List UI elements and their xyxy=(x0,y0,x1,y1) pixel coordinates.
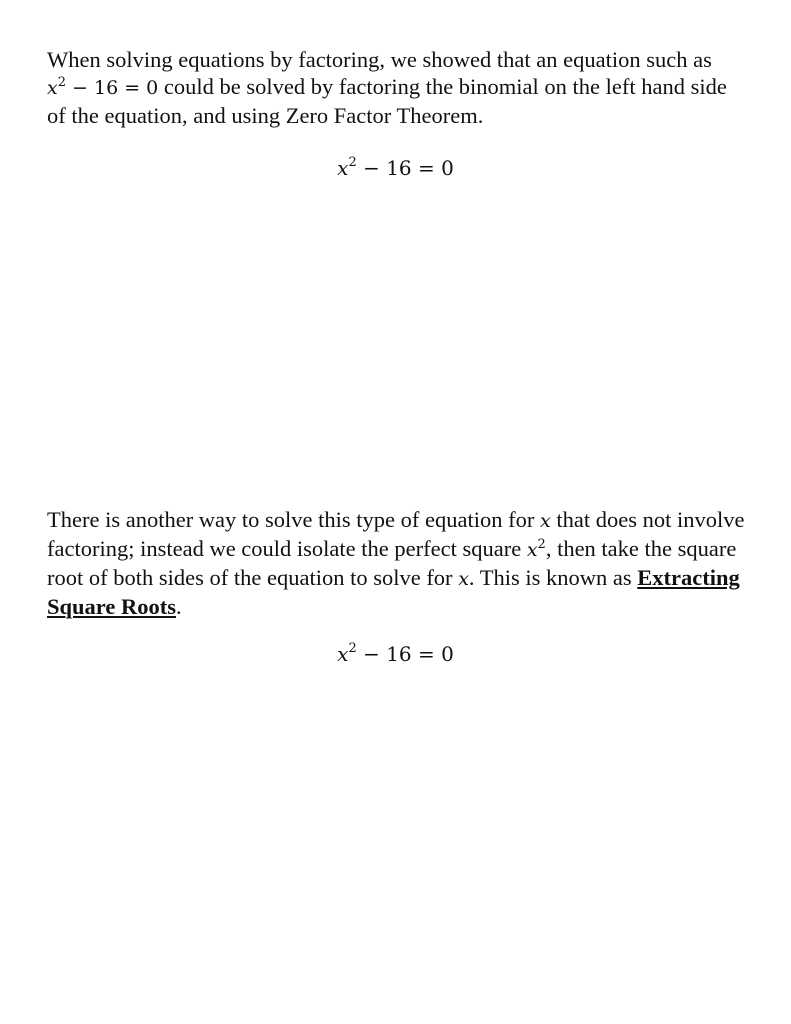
intro-paragraph xyxy=(47,46,747,129)
inline-square xyxy=(527,539,546,561)
inline-variable-c xyxy=(458,568,469,590)
key-term: Extracting Square Roots xyxy=(47,565,740,619)
math-variable: x xyxy=(526,539,538,561)
text-segment-b: that does not involve factoring; instead we could isolate the perfect square xyxy=(47,507,745,561)
display-equation-1 xyxy=(0,156,791,180)
display-equation-2 xyxy=(0,642,791,666)
intro-text-line1: When solving equations by factoring, we showed that an equation such as xyxy=(47,47,712,72)
equation-rest: − 16 = 0 xyxy=(356,156,454,180)
text-segment-a: There is another way to solve this type of equation for xyxy=(47,507,540,532)
math-variable: x xyxy=(458,568,469,590)
equation-variable: x xyxy=(337,642,349,666)
equation-variable: x xyxy=(337,156,349,180)
equation-exponent: 2 xyxy=(348,641,357,656)
extracting-roots-paragraph xyxy=(47,506,747,620)
math-variable: x xyxy=(47,77,58,99)
text-segment-c: , then take the square root of both sides of the equation to solve for xyxy=(47,536,737,590)
text-segment-d: . This is known as xyxy=(468,565,638,590)
equation-rest: − 16 = 0 xyxy=(356,642,454,666)
math-variable: x xyxy=(540,510,551,532)
inline-variable-a xyxy=(540,510,551,532)
math-exponent: 2 xyxy=(57,75,66,90)
text-segment-e: . xyxy=(175,594,182,619)
math-rest: − 16 = 0 xyxy=(66,77,159,99)
equation-exponent: 2 xyxy=(348,155,357,170)
inline-equation xyxy=(47,77,158,99)
intro-text-rest: could be solved by factoring the binomial on the left hand side of the equation, and using Zero Factor Theorem. xyxy=(47,74,727,128)
math-exponent: 2 xyxy=(537,537,546,552)
